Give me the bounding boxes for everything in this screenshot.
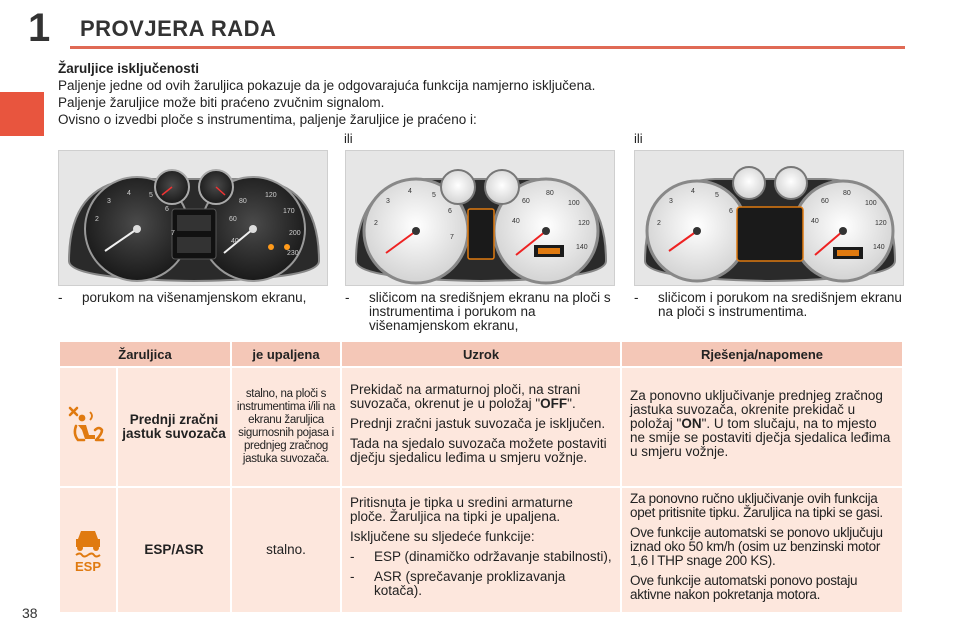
warning-light-name: ESP/ASR [118,488,230,612]
svg-text:5: 5 [149,192,153,199]
svg-text:230: 230 [287,250,299,257]
svg-text:140: 140 [576,244,588,251]
svg-text:7: 7 [171,230,175,237]
list-dash: - [350,569,355,584]
instrument-cluster-multifunction [58,150,328,286]
cause-paragraph: Pritisnuta je tipka u sredini armaturne ploče. Žaruljica na tipki je upaljena. [350,495,573,524]
svg-text:100: 100 [568,200,580,207]
table-row [60,488,902,612]
esp-icon-label: ESP [74,558,102,573]
svg-text:80: 80 [843,190,851,197]
cause-paragraph: Isključene su sljedeće funkcije: [350,529,535,544]
cluster-caption [58,291,328,305]
instrument-cluster-central-screen-msg [634,150,904,286]
instrument-cluster-central-screen [345,150,615,286]
icon-cell [60,488,116,612]
solution-paragraph: Ove funkcije automatski ponovo postaju aktivne nakon pokretanja motora. [630,573,858,602]
list-item [350,550,612,564]
svg-text:60: 60 [229,216,237,223]
solution-text: Za ponovno uključivanje prednjeg zračnog jastuka suvozača, okrenite prekidač u položaj " [630,388,883,431]
svg-text:40: 40 [231,238,239,245]
svg-text:6: 6 [165,206,169,213]
svg-text:40: 40 [512,218,520,225]
svg-text:80: 80 [239,198,247,205]
warning-light-name: Prednji zračni jastuk suvozača [118,368,230,486]
esp-off-icon [68,525,108,573]
caption-text: porukom na višenamjenskom ekranu, [82,290,307,305]
cause-text: Prekidač na armaturnoj ploči, na strani suvozača, okrenut je u položaj " [350,382,581,411]
column-header: Uzrok [342,342,620,366]
list-item [350,570,612,598]
cause-paragraph: Tada na sjedalo suvozača možete postaviti dječju sjedalicu leđima u smjeru vožnje. [350,436,607,465]
switch-position-off: OFF [540,396,568,411]
or-label: ili [344,131,353,146]
table-header-row [60,342,902,366]
lit-condition: stalno, na ploči s instrumentima i/ili na ekranu žaruljica sigurnosnih pojasa i prednjeg zračnog jastuka suvozača. [232,368,340,486]
svg-text:5: 5 [715,192,719,199]
intro-line: Ovisno o izvedbi ploče s instrumentima, paljenje žaruljice je praćeno i: [58,112,477,127]
solution-paragraph: Ove funkcije automatski se ponovo uključuju iznad oko 50 km/h (osim uz benzinski motor 1,6 l THP snage 200 KS). [630,525,883,568]
cause-text: ". [567,396,576,411]
chapter-number: 1 [28,6,51,50]
svg-text:3: 3 [669,198,673,205]
column-header: Žaruljica [60,342,230,366]
warning-lights-table [58,340,904,614]
svg-text:2: 2 [95,216,99,223]
svg-text:3: 3 [107,198,111,205]
icon-cell [60,368,116,486]
list-dash: - [634,290,639,305]
section-heading: Žaruljice isključenosti [58,61,200,76]
svg-text:4: 4 [127,190,131,197]
svg-text:60: 60 [522,198,530,205]
svg-text:120: 120 [265,192,277,199]
solution-paragraph [630,389,894,459]
or-label: ili [634,131,643,146]
svg-text:40: 40 [811,218,819,225]
cause-cell [342,488,620,612]
page-number: 38 [22,605,38,621]
column-header: je upaljena [232,342,340,366]
intro-line: Paljenje žaruljice može biti praćeno zvučnim signalom. [58,95,385,110]
list-item-text: ASR (sprečavanje proklizavanja kotača). [374,569,566,598]
svg-text:80: 80 [546,190,554,197]
solution-text: ". U tom slučaju, na to mjesto ne smije se postaviti dječja sjedalica leđima u smjeru vožnje. [630,416,891,459]
intro-section [58,60,878,128]
svg-text:3: 3 [386,198,390,205]
svg-text:60: 60 [821,198,829,205]
list-dash: - [58,290,63,305]
intro-line: Paljenje jedne od ovih žaruljica pokazuje da je odgovarajuća funkcija namjerno isključena. [58,78,596,93]
solution-cell [622,488,902,612]
caption-text: sličicom na središnjem ekranu na ploči s instrumentima i porukom na višenamjenskom ekranu, [369,290,611,333]
table-row [60,368,902,486]
svg-text:200: 200 [289,230,301,237]
svg-text:4: 4 [691,188,695,195]
header-divider [70,46,905,49]
cause-paragraph: Prednji zračni jastuk suvozača je isključen. [350,416,606,431]
svg-text:5: 5 [432,192,436,199]
switch-position-on: ON [681,416,702,431]
cause-paragraph [350,383,612,411]
svg-text:170: 170 [283,208,295,215]
solution-paragraph: Za ponovno ručno uključivanje ovih funkcija opet pritisnite tipku. Žaruljica na tipki se gasi. [630,491,883,520]
lit-condition: stalno. [232,488,340,612]
solution-cell [622,368,902,486]
svg-text:100: 100 [865,200,877,207]
airbag-off-icon [68,406,108,446]
svg-text:6: 6 [448,208,452,215]
svg-text:120: 120 [875,220,887,227]
svg-text:7: 7 [450,234,454,241]
svg-text:2: 2 [374,220,378,227]
svg-text:2: 2 [657,220,661,227]
list-dash: - [350,549,355,564]
page-title: PROVJERA RADA [80,16,277,41]
svg-text:6: 6 [729,208,733,215]
svg-text:4: 4 [408,188,412,195]
cluster-caption [634,291,904,319]
cluster-caption [345,291,621,333]
svg-text:120: 120 [578,220,590,227]
list-dash: - [345,290,350,305]
list-item-text: ESP (dinamičko održavanje stabilnosti), [374,549,612,564]
svg-text:140: 140 [873,244,885,251]
column-header: Rješenja/napomene [622,342,902,366]
cause-cell [342,368,620,486]
caption-text: sličicom i porukom na središnjem ekranu na ploči s instrumentima. [658,290,902,319]
chapter-tab-marker [0,92,44,136]
